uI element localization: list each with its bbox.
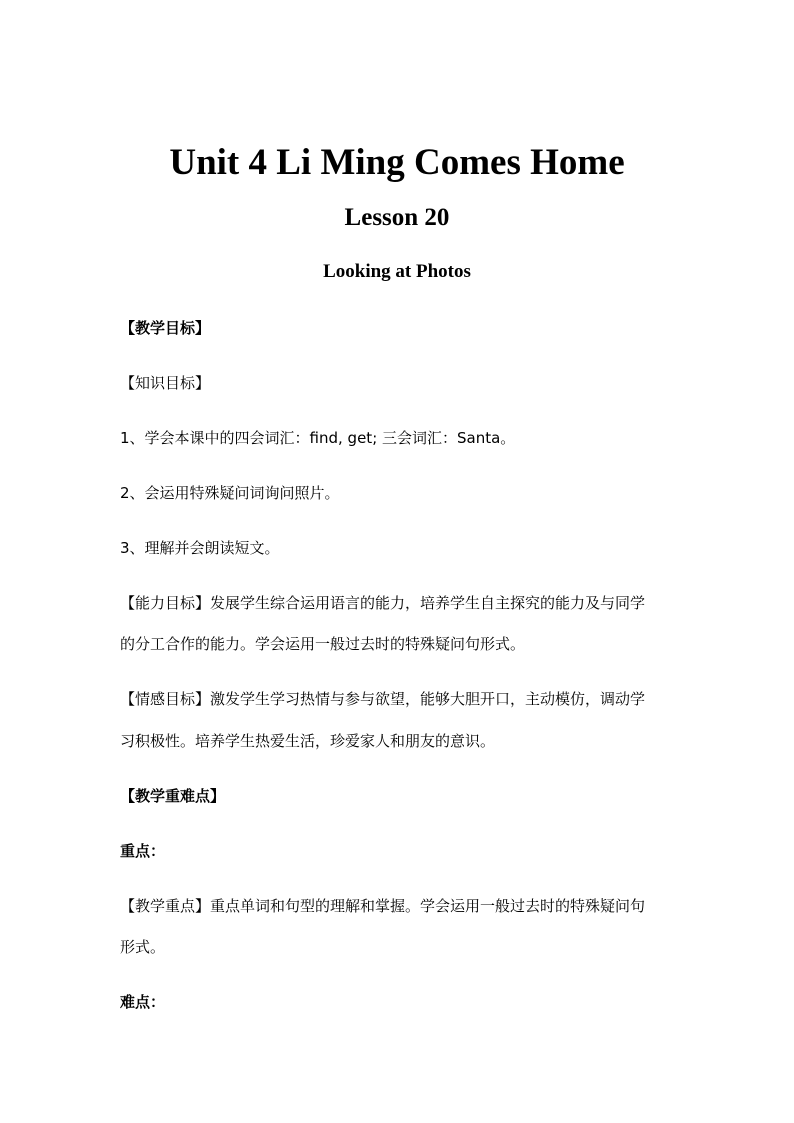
lesson-subtitle: Looking at Photos bbox=[323, 261, 471, 282]
heading-difficult-points: 难点： bbox=[120, 993, 166, 1011]
heading-teaching-goals: 【教学目标】 bbox=[120, 319, 211, 337]
heading-knowledge-goals: 【知识目标】 bbox=[120, 374, 211, 392]
key-points-line-1: 【教学重点】重点单词和句型的理解和掌握。学会运用一般过去时的特殊疑问句 bbox=[120, 897, 646, 915]
ability-goals-line-2: 的分工合作的能力。学会运用一般过去时的特殊疑问句形式。 bbox=[120, 635, 526, 653]
knowledge-item-1: 1、学会本课中的四会词汇：find, get; 三会词汇：Santa。 bbox=[120, 429, 516, 447]
ability-goals-line-1: 【能力目标】发展学生综合运用语言的能力，培养学生自主探究的能力及与同学 bbox=[120, 594, 646, 612]
lesson-title: Lesson 20 bbox=[344, 204, 450, 231]
knowledge-item-3: 3、理解并会朗读短文。 bbox=[120, 539, 280, 557]
emotion-goals-line-2: 习积极性。培养学生热爱生活，珍爱家人和朋友的意识。 bbox=[120, 732, 496, 750]
knowledge-item-2: 2、会运用特殊疑问词询问照片。 bbox=[120, 484, 340, 502]
heading-key-points: 重点： bbox=[120, 842, 166, 860]
emotion-goals-line-1: 【情感目标】激发学生学习热情与参与欲望，能够大胆开口，主动模仿，调动学 bbox=[120, 690, 646, 708]
key-points-line-2: 形式。 bbox=[120, 938, 166, 956]
heading-key-difficult-points: 【教学重难点】 bbox=[120, 787, 226, 805]
unit-title: Unit 4 Li Ming Comes Home bbox=[169, 142, 625, 183]
